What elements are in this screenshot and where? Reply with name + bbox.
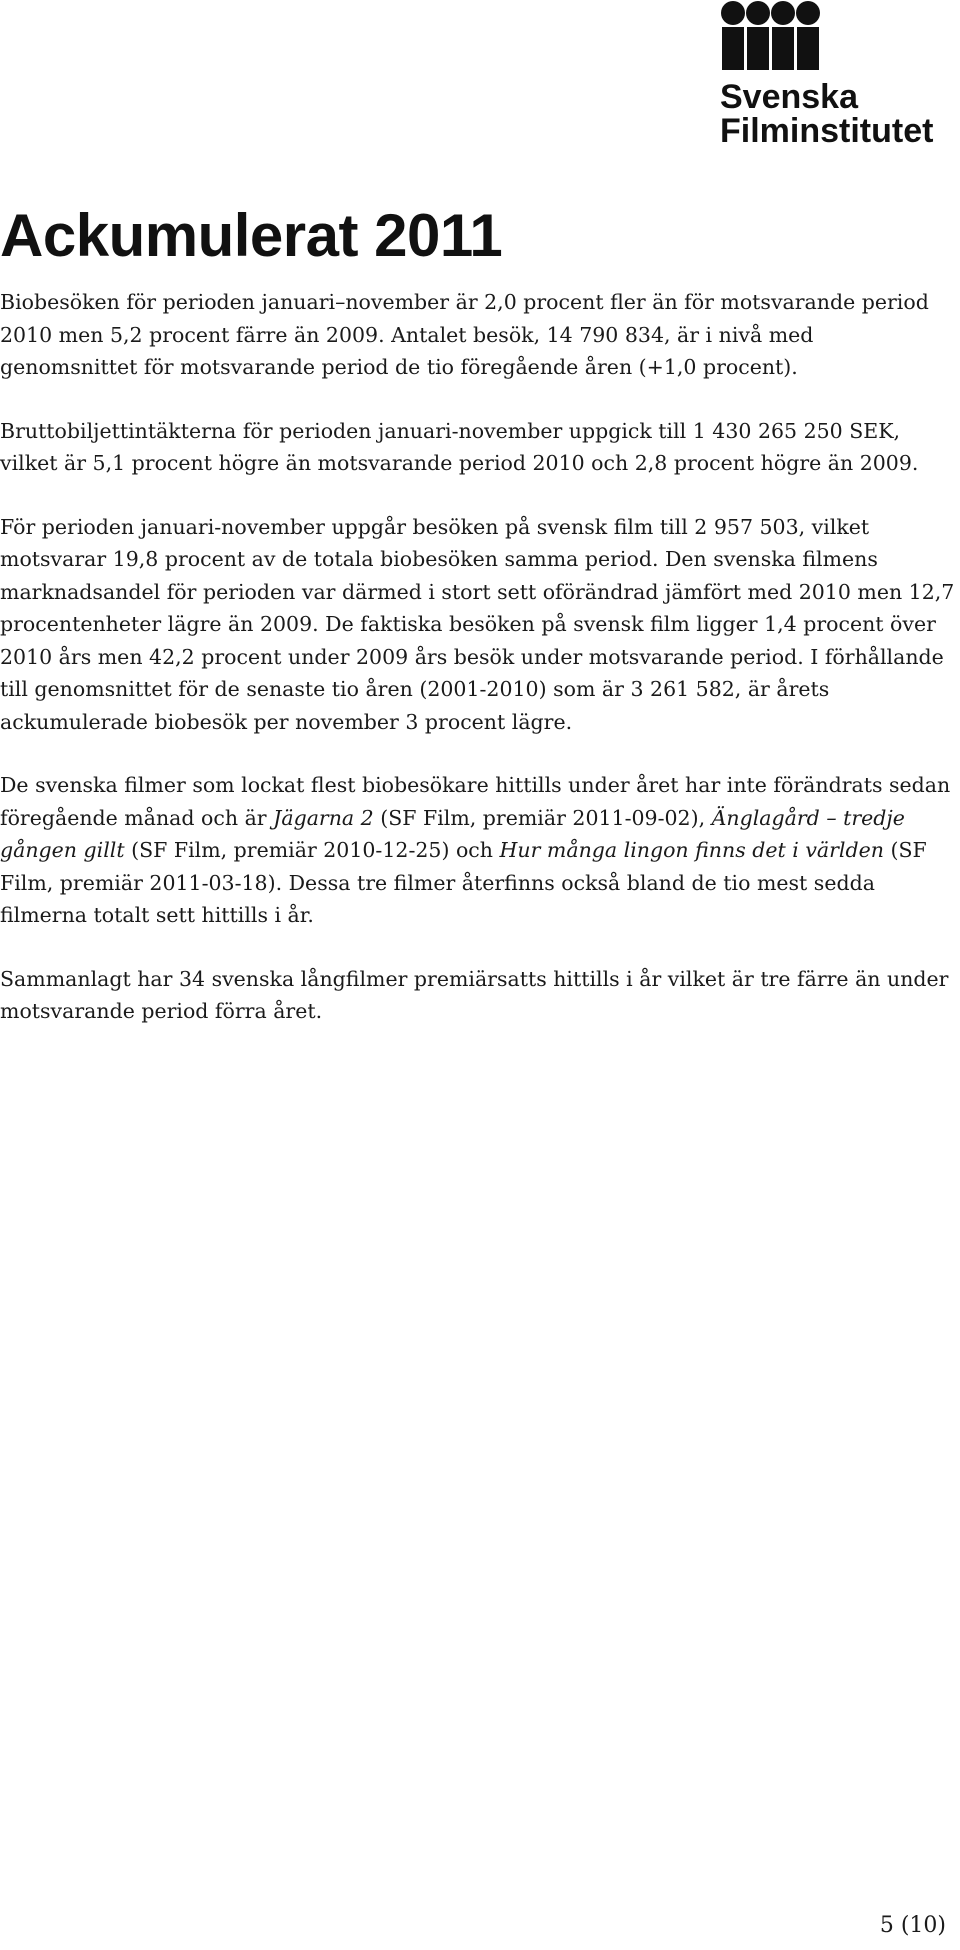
paragraph-top-films — [0, 769, 955, 932]
paragraph-text: (SF Film, premiär 2010-12-25) och — [124, 838, 500, 862]
svenska-filminstitutet-logo — [720, 0, 960, 160]
paragraph-visits: Biobesöken för perioden januari–november är 2,0 procent fler än för motsvarande period 2010 men 5,2 procent färre än 2009. Antalet besök, 14 790 834, är i nivå med genomsnittet för motsvarande period de tio föregående åren (+1,0 procent). — [0, 290, 929, 379]
film-title: Jägarna 2 — [273, 805, 374, 830]
logo-mark-icon — [720, 0, 960, 72]
paragraph-text: De svenska filmer som lockat flest biobesökare hittills under året har inte förändrats sedan föregående månad och är — [0, 773, 951, 830]
film-title: Änglagård – tredje gången gillt — [0, 805, 905, 862]
paragraph-text: (SF Film, premiär 2011-09-02), — [373, 805, 712, 830]
paragraph-swedish-film: För perioden januari-november uppgår besöken på svensk film till 2 957 503, vilket motsvarar 19,8 procent av de totala biobesöken samma period. Den svenska filmens marknadsandel för perioden var därmed i stort sett oförändrad jämfört med 2010 men 12,7 procentenheter lägre än 2009. De faktiska besöken på svensk film ligger 1,4 procent över 2010 års men 42,2 procent under 2009 års besök under motsvarande period. I förhållande till genomsnittet för de senaste tio åren (2001-2010) som är 3 261 582, är årets ackumulerade biobesök per november 3 procent lägre. — [0, 514, 955, 734]
film-title: Hur många lingon finns det i världen — [499, 838, 884, 862]
body-text — [0, 286, 955, 1059]
logo-text-svenska: Svenska — [720, 78, 858, 116]
paragraph-text: (SF Film, premiär 2011-03-18). Dessa tre filmer återfinns också bland de tio mest sedda filmerna totalt sett hittills i år. — [0, 838, 927, 927]
page-number: 5 (10) — [879, 1913, 946, 1938]
page-title: Ackumulerat 2011 — [0, 202, 503, 269]
paragraph-premieres: Sammanlagt har 34 svenska långfilmer premiärsatts hittills i år vilket är tre färre än under motsvarande period förra året. — [0, 966, 949, 1023]
paragraph-revenue: Bruttobiljettintäkterna för perioden januari-november uppgick till 1 430 265 250 SEK, vilket är 5,1 procent högre än motsvarande period 2010 och 2,8 procent högre än 2009. — [0, 418, 919, 475]
logo-text-filminstitutet: Filminstitutet — [720, 112, 934, 150]
